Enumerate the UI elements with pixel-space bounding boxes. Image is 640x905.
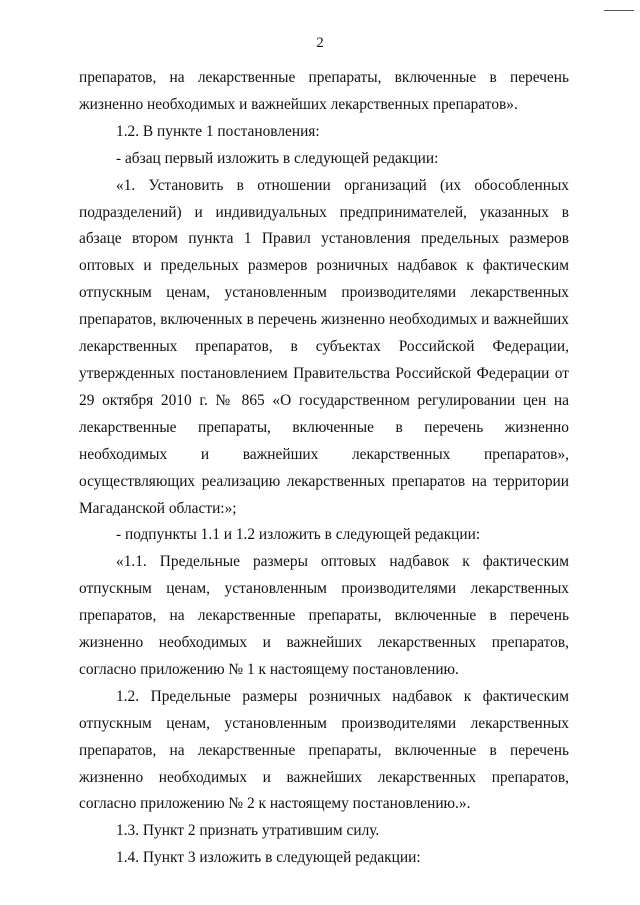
paragraph-subitems-instruction: - подпункты 1.1 и 1.2 изложить в следующей редакции:: [116, 526, 481, 544]
page-number: 2: [316, 35, 324, 51]
scan-corner-mark: [604, 10, 634, 11]
document-body: [79, 65, 569, 872]
paragraph-continuation: препаратов, на лекарственные препараты, включенные в перечень жизненно необходимых и важнейших лекарственных препаратов».: [79, 69, 569, 113]
paragraph-item-1-2: 1.2. В пункте 1 постановления:: [116, 122, 320, 140]
paragraph-first-abzats-instruction: - абзац первый изложить в следующей редакции:: [116, 149, 439, 167]
paragraph-item-1-4: 1.4. Пункт 3 изложить в следующей редакции:: [116, 849, 421, 867]
paragraph-quoted-item-1: «1. Установить в отношении организаций (их обособленных подразделений) и индивидуальных предпринимателей, указанных в абзаце втором пункта 1 Правил установления предельных размеров оптовых и предельных размеров розничных надбавок к фактическим отпускным ценам, установленным производителями лекарственных препаратов, включенных в перечень жизненно необходимых и важнейших лекарственных препаратов, в субъектах Российской Федерации, утвержденных постановлением Правительства Российской Федерации от 29 октября 2010 г. № 865 «О государственном регулировании цен на лекарственные препараты, включенные в перечень жизненно необходимых и важнейших лекарственных препаратов», осуществляющих реализацию лекарственных препаратов на территории Магаданской области:»;: [79, 176, 569, 517]
paragraph-quoted-item-1-1: «1.1. Предельные размеры оптовых надбавок к фактическим отпускным ценам, установленным производителями лекарственных препаратов, на лекарственные препараты, включенные в перечень жизненно необходимых и важнейших лекарственных препаратов, согласно приложению № 1 к настоящему постановлению.: [79, 553, 569, 678]
paragraph-item-1-3: 1.3. Пункт 2 признать утратившим силу.: [116, 822, 380, 840]
paragraph-quoted-item-1-2: 1.2. Предельные размеры розничных надбавок к фактическим отпускным ценам, установленным производителями лекарственных препаратов, на лекарственные препараты, включенные в перечень жизненно необходимых и важнейших лекарственных препаратов, согласно приложению № 2 к настоящему постановлению.».: [79, 687, 569, 813]
